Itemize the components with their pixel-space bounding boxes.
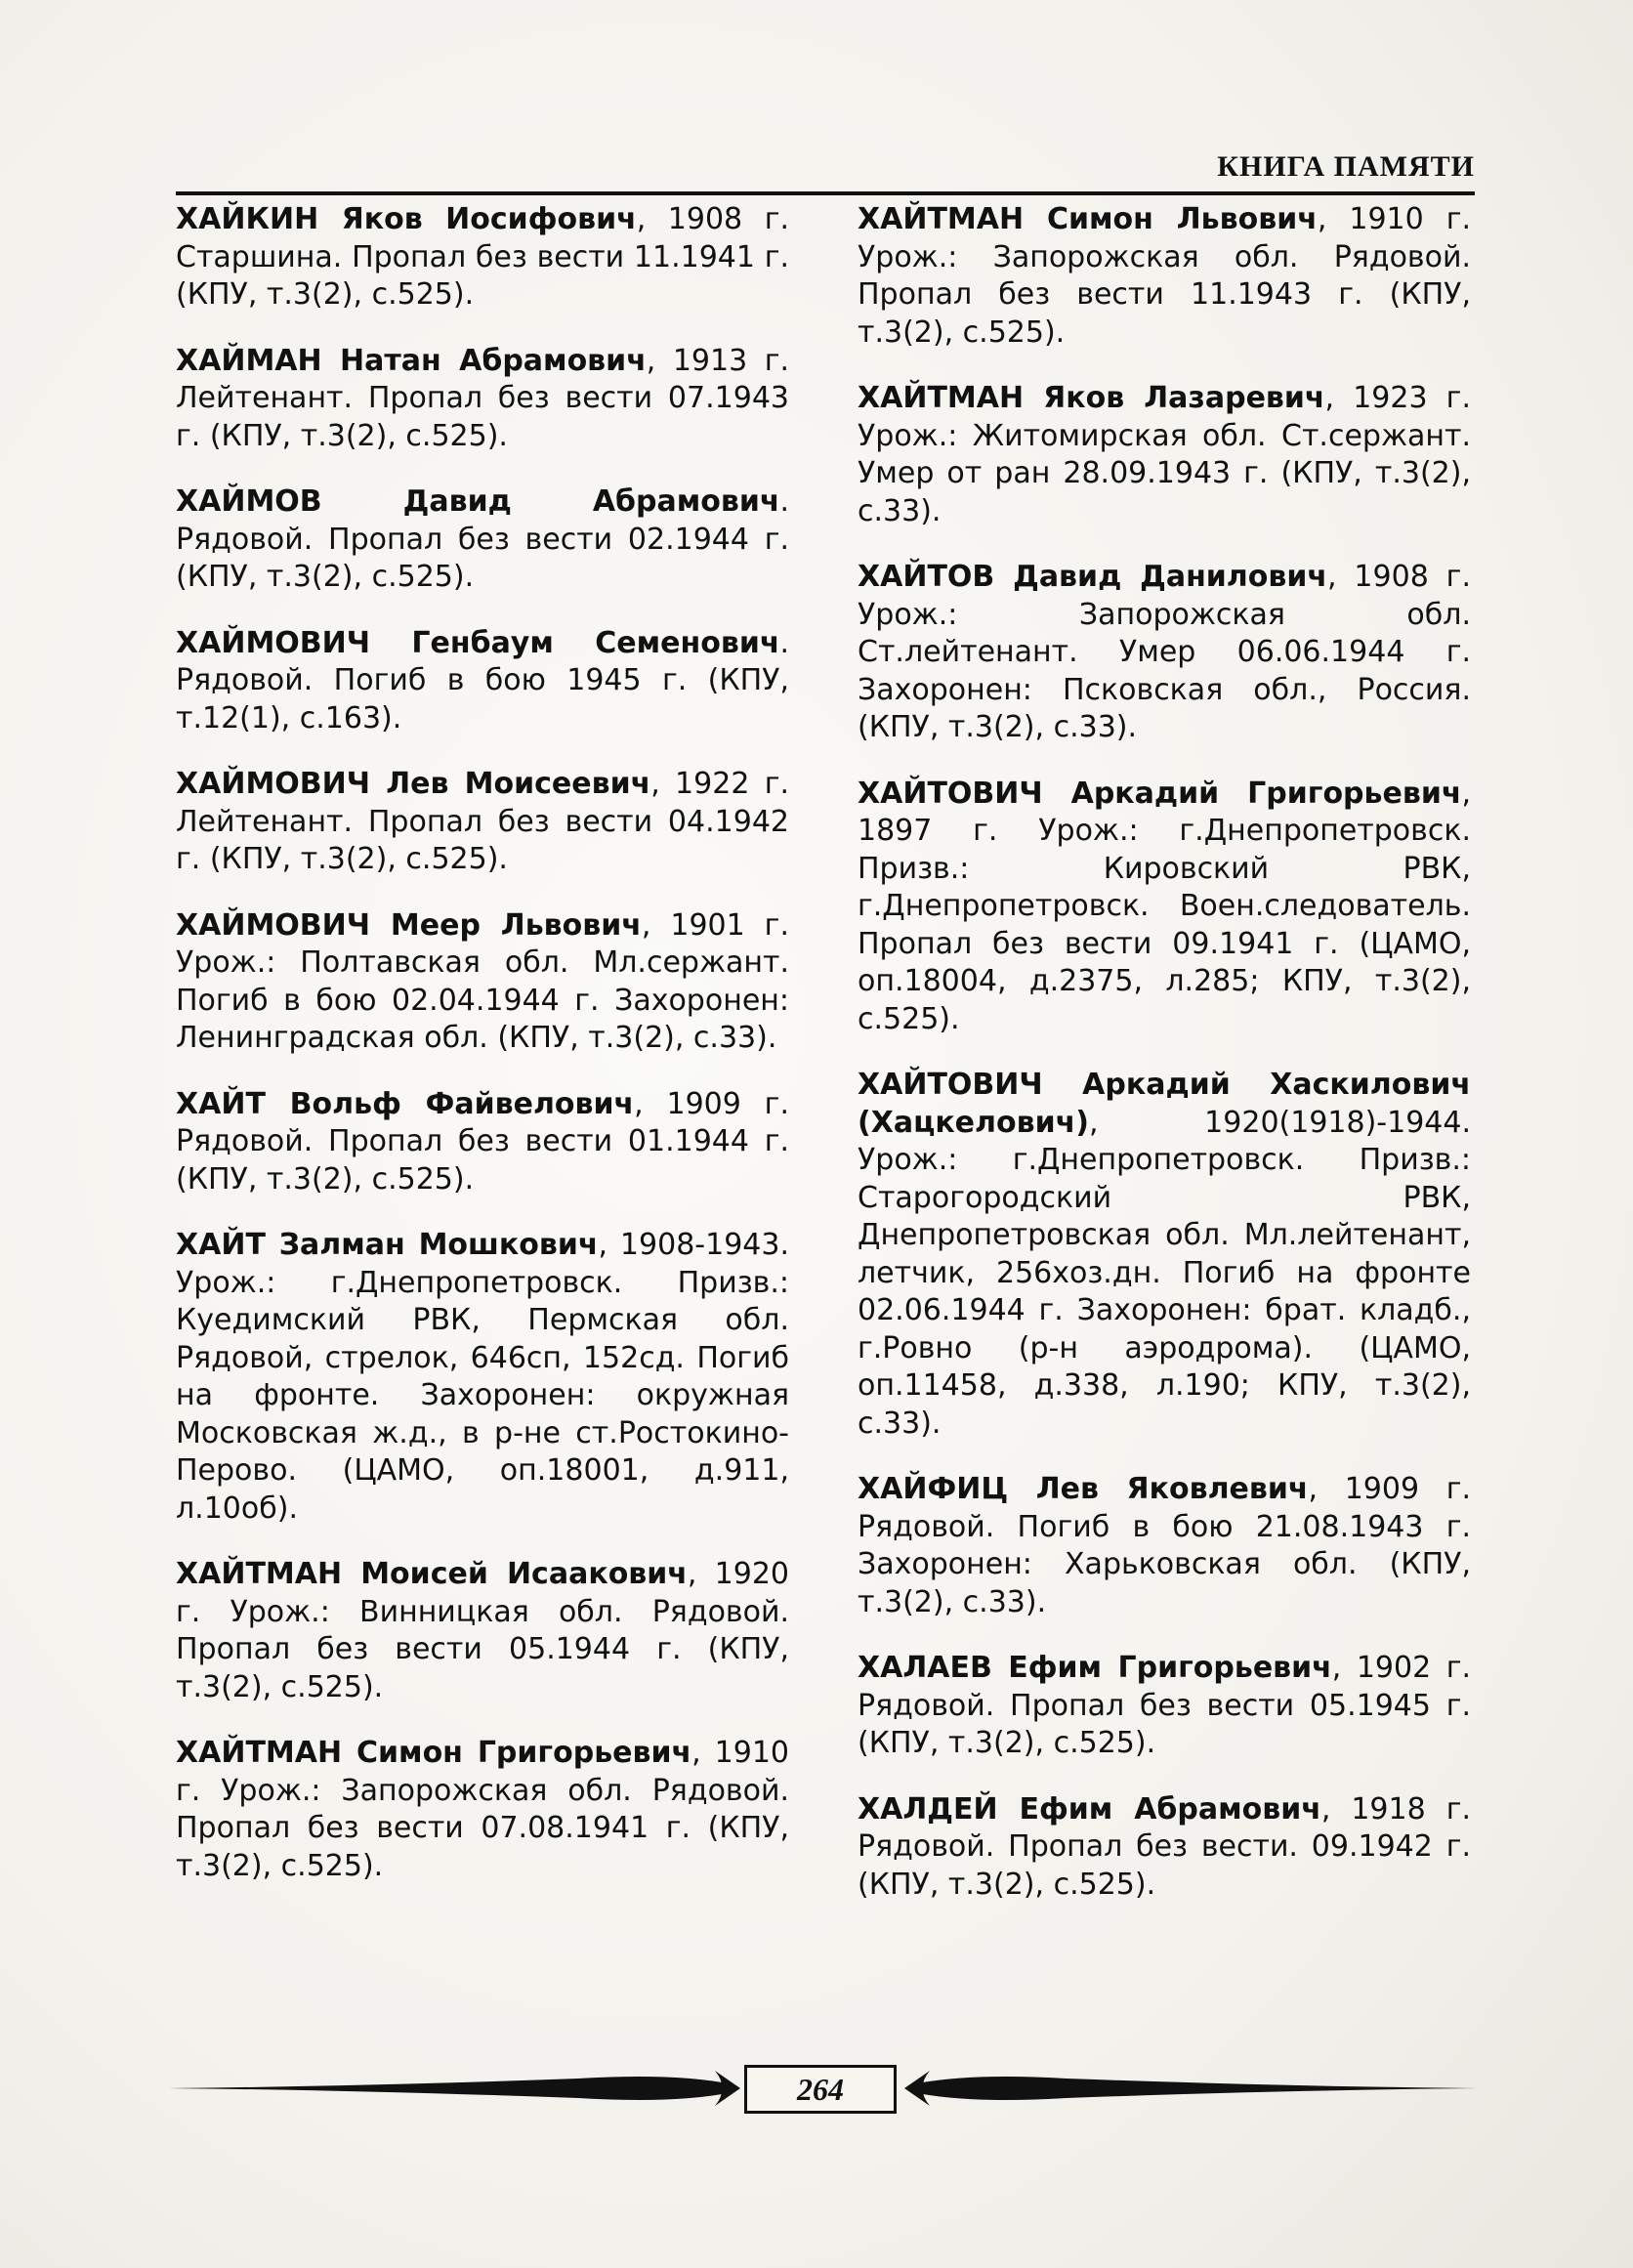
entry-name: ХАЙТОВ Давид Данилович [858,560,1327,594]
entry [176,343,789,456]
entry-details: , 1910 г. Урож.: Запорожская обл. Рядовой. Пропал без вести 07.08.1941 г. (КПУ, т.3(2), с.525). [176,1736,789,1883]
entry [176,201,789,315]
entry-name: ХАЙМОВИЧ Лев Моисеевич [176,767,651,801]
entry-details: . Рядовой. Погиб в бою 1945 г. (КПУ, т.12(1), с.163). [176,625,789,735]
entry-name: ХАЙКИН Яков Иосифович [176,202,637,236]
entry [858,776,1471,1039]
entry-details: , 1922 г. Лейтенант. Пропал без вести 04.1942 г. (КПУ, т.3(2), с.525). [176,767,789,876]
entry-name: ХАЙТОВИЧ Аркадий Хаскилович (Хацкелович) [858,1068,1471,1140]
entry [858,201,1471,352]
entry [858,1471,1471,1621]
entry-details: , 1923 г. Урож.: Житомирская обл. Ст.сержант. Умер от ран 28.09.1943 г. (КПУ, т.3(2), с.33). [858,381,1471,528]
entry-details: , 1910 г. Урож.: Запорожская обл. Рядовой. Пропал без вести 11.1943 г. (КПУ, т.3(2), с.525). [858,202,1471,350]
entry-name: ХАЙТМАН Симон Григорьевич [176,1736,692,1770]
entry [176,1227,789,1528]
entry [858,1791,1471,1905]
entry-name: ХАЙТОВИЧ Аркадий Григорьевич [858,776,1462,811]
entry-details: , 1908 г. Старшина. Пропал без вести 11.1941 г. (КПУ, т.3(2), с.525). [176,202,789,312]
entry-name: ХАЙМАН Натан Абрамович [176,343,647,378]
entry-details: , 1918 г. Рядовой. Пропал без вести. 09.1942 г. (КПУ, т.3(2), с.525). [858,1791,1471,1902]
entry [176,1086,789,1199]
entry [176,766,789,879]
page-number: 264 [744,2065,897,2114]
running-header [176,147,1475,195]
entry-name: ХАЙТМАН Моисей Исаакович [176,1557,688,1591]
book-title: КНИГА ПАМЯТИ [1217,150,1475,183]
entry-name: ХАЙТМАН Симон Львович [858,202,1318,236]
entry-name: ХАЙМОВИЧ Меер Львович [176,907,642,943]
entry-name: ХАЙМОВ Давид Абрамович [176,484,780,519]
entry-details: , 1909 г. Рядовой. Погиб в бою 21.08.1943 г. Захоронен: Харьковская обл. (КПУ, т.3(2), с.33). [858,1472,1471,1619]
entry-name: ХАЙТМАН Яков Лазаревич [858,381,1325,415]
entry [176,625,789,738]
entry-name: ХАЙТ Залман Мошкович [176,1228,599,1262]
entry-name: ХАЙМОВИЧ Генбаум Семенович [176,625,780,660]
entry-details: , 1902 г. Рядовой. Пропал без вести 05.1945 г. (КПУ, т.3(2), с.525). [858,1651,1471,1760]
entry [858,1067,1471,1443]
left-column [176,201,789,1913]
entry-details: , 1908-1943. Урож.: г.Днепропетровск. Призв.: Куедимский РВК, Пермская обл. Рядовой, стрелок, 646сп, 152сд. Погиб на фронте. Захоронен: окружная Московская ж.д., в р-не ст.Ростокино-Перово. (ЦАМО, оп.18001, д.911, л.10об). [176,1228,789,1526]
page-footer [168,2059,1477,2118]
entry-name: ХАЛАЕВ Ефим Григорьевич [858,1651,1332,1685]
entry [176,1556,789,1706]
entry-details: , 1897 г. Урож.: г.Днепропетровск. Призв.: Кировский РВК, г.Днепропетровск. Воен.следователь. Пропал без вести 09.1941 г. (ЦАМО, оп.18004, д.2375, л.285; КПУ, т.3(2), с.525). [858,776,1471,1036]
entry [176,907,789,1058]
entry-name: ХАЙТ Вольф Файвелович [176,1086,635,1121]
entry-details: , 1920 г. Урож.: Винницкая обл. Рядовой. Пропал без вести 05.1944 г. (КПУ, т.3(2), с.525). [176,1557,789,1704]
entry-name: ХАЛДЕЙ Ефим Абрамович [858,1791,1321,1827]
entry [858,1650,1471,1763]
entry-details: , 1901 г. Урож.: Полтавская обл. Мл.сержант. Погиб в бою 02.04.1944 г. Захоронен: Ленинградская обл. (КПУ, т.3(2), с.33). [176,907,789,1055]
entry-details: , 1913 г. Лейтенант. Пропал без вести 07.1943 г. (КПУ, т.3(2), с.525). [176,343,789,453]
entry-details: , 1909 г. Рядовой. Пропал без вести 01.1944 г. (КПУ, т.3(2), с.525). [176,1086,789,1197]
entry [858,559,1471,747]
entry-details: . Рядовой. Пропал без вести 02.1944 г. (КПУ, т.3(2), с.525). [176,484,789,594]
entry [176,1735,789,1885]
entry [176,483,789,597]
entry-details: , 1920(1918)-1944. Урож.: г.Днепропетровск. Призв.: Старогородский РВК, Днепропетровская обл. Мл.лейтенант, летчик, 256хоз.дн. Погиб на фронте 02.06.1944 г. Захоронен: брат. кладб., г.Ровно (р-н аэродрома). (ЦАМО, оп.11458, д.338, л.190; КПУ, т.3(2), с.33). [858,1105,1471,1441]
entry-name: ХАЙФИЦ Лев Яковлевич [858,1472,1309,1506]
right-column [858,201,1471,1932]
entry [858,380,1471,530]
entry-details: , 1908 г. Урож.: Запорожская обл. Ст.лейтенант. Умер 06.06.1944 г. Захоронен: Псковская обл., Россия. (КПУ, т.3(2), с.33). [858,560,1471,744]
